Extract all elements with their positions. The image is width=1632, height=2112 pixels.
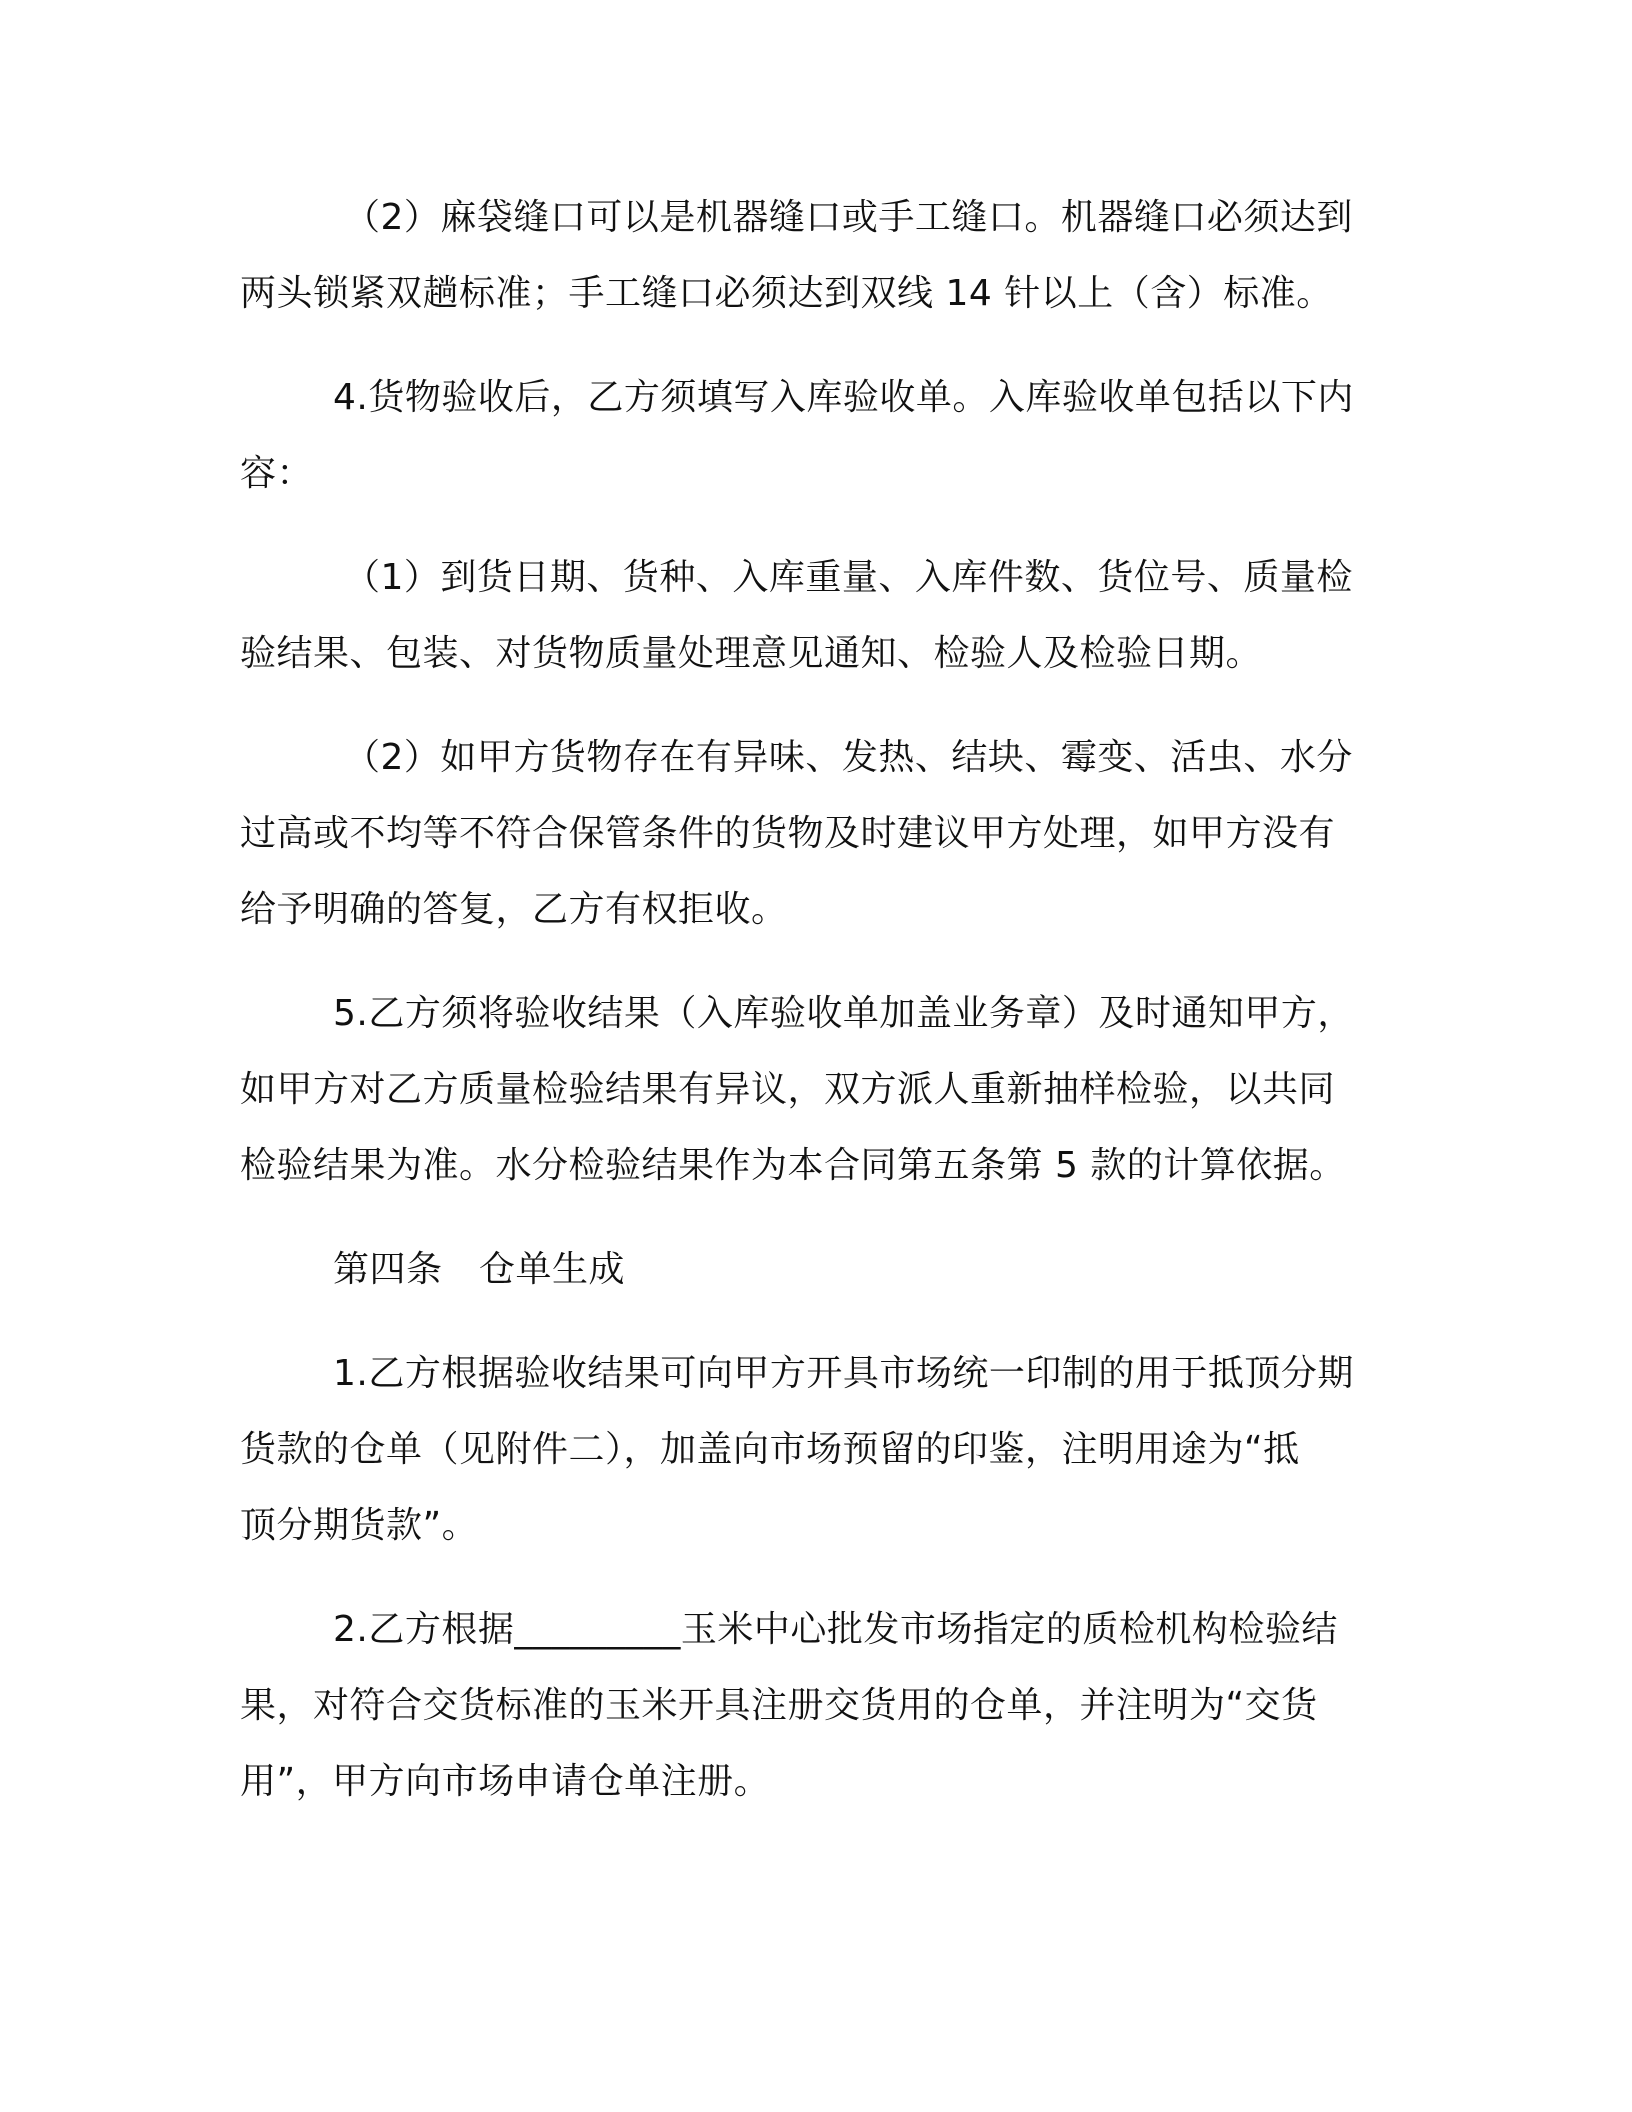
paragraph-line: 验结果、包装、对货物质量处理意见通知、检验人及检验日期。 — [240, 633, 1263, 674]
paragraph-line: 如甲方对乙方质量检验结果有异议，双方派人重新抽样检验，以共同 — [240, 1069, 1336, 1110]
paragraph-line: 用”，甲方向市场申请仓单注册。 — [240, 1761, 771, 1802]
paragraph-line: （2）如甲方货物存在有异味、发热、结块、霉变、活虫、水分 — [344, 737, 1353, 778]
paragraph-line: 过高或不均等不符合保管条件的货物及时建议甲方处理，如甲方没有 — [240, 813, 1336, 854]
paragraph-line: （2）麻袋缝口可以是机器缝口或手工缝口。机器缝口必须达到 — [344, 197, 1353, 238]
paragraph-line: 两头锁紧双趟标准；手工缝口必须达到双线 14 针以上（含）标准。 — [240, 273, 1333, 314]
paragraph-line: （1）到货日期、货种、入库重量、入库件数、货位号、质量检 — [344, 557, 1353, 598]
paragraph-line: 4.货物验收后，乙方须填写入库验收单。入库验收单包括以下内 — [333, 377, 1354, 418]
paragraph-line: 果，对符合交货标准的玉米开具注册交货用的仓单，并注明为“交货 — [240, 1685, 1318, 1726]
paragraph-line: 给予明确的答复，乙方有权拒收。 — [240, 889, 788, 930]
section-heading: 第四条 仓单生成 — [333, 1249, 626, 1290]
paragraph-line: 1.乙方根据验收结果可向甲方开具市场统一印制的用于抵顶分期 — [333, 1353, 1354, 1394]
paragraph-line: 5.乙方须将验收结果（入库验收单加盖业务章）及时通知甲方， — [333, 993, 1354, 1034]
paragraph-line: 容： — [240, 453, 314, 494]
paragraph-line: 检验结果为准。水分检验结果作为本合同第五条第 5 款的计算依据。 — [240, 1145, 1346, 1186]
paragraph-line: 货款的仓单（见附件二），加盖向市场预留的印鉴，注明用途为“抵 — [240, 1429, 1300, 1470]
paragraph-line: 2.乙方根据_________玉米中心批发市场指定的质检机构检验结 — [333, 1609, 1338, 1650]
paragraph-line: 顶分期货款”。 — [240, 1505, 479, 1546]
